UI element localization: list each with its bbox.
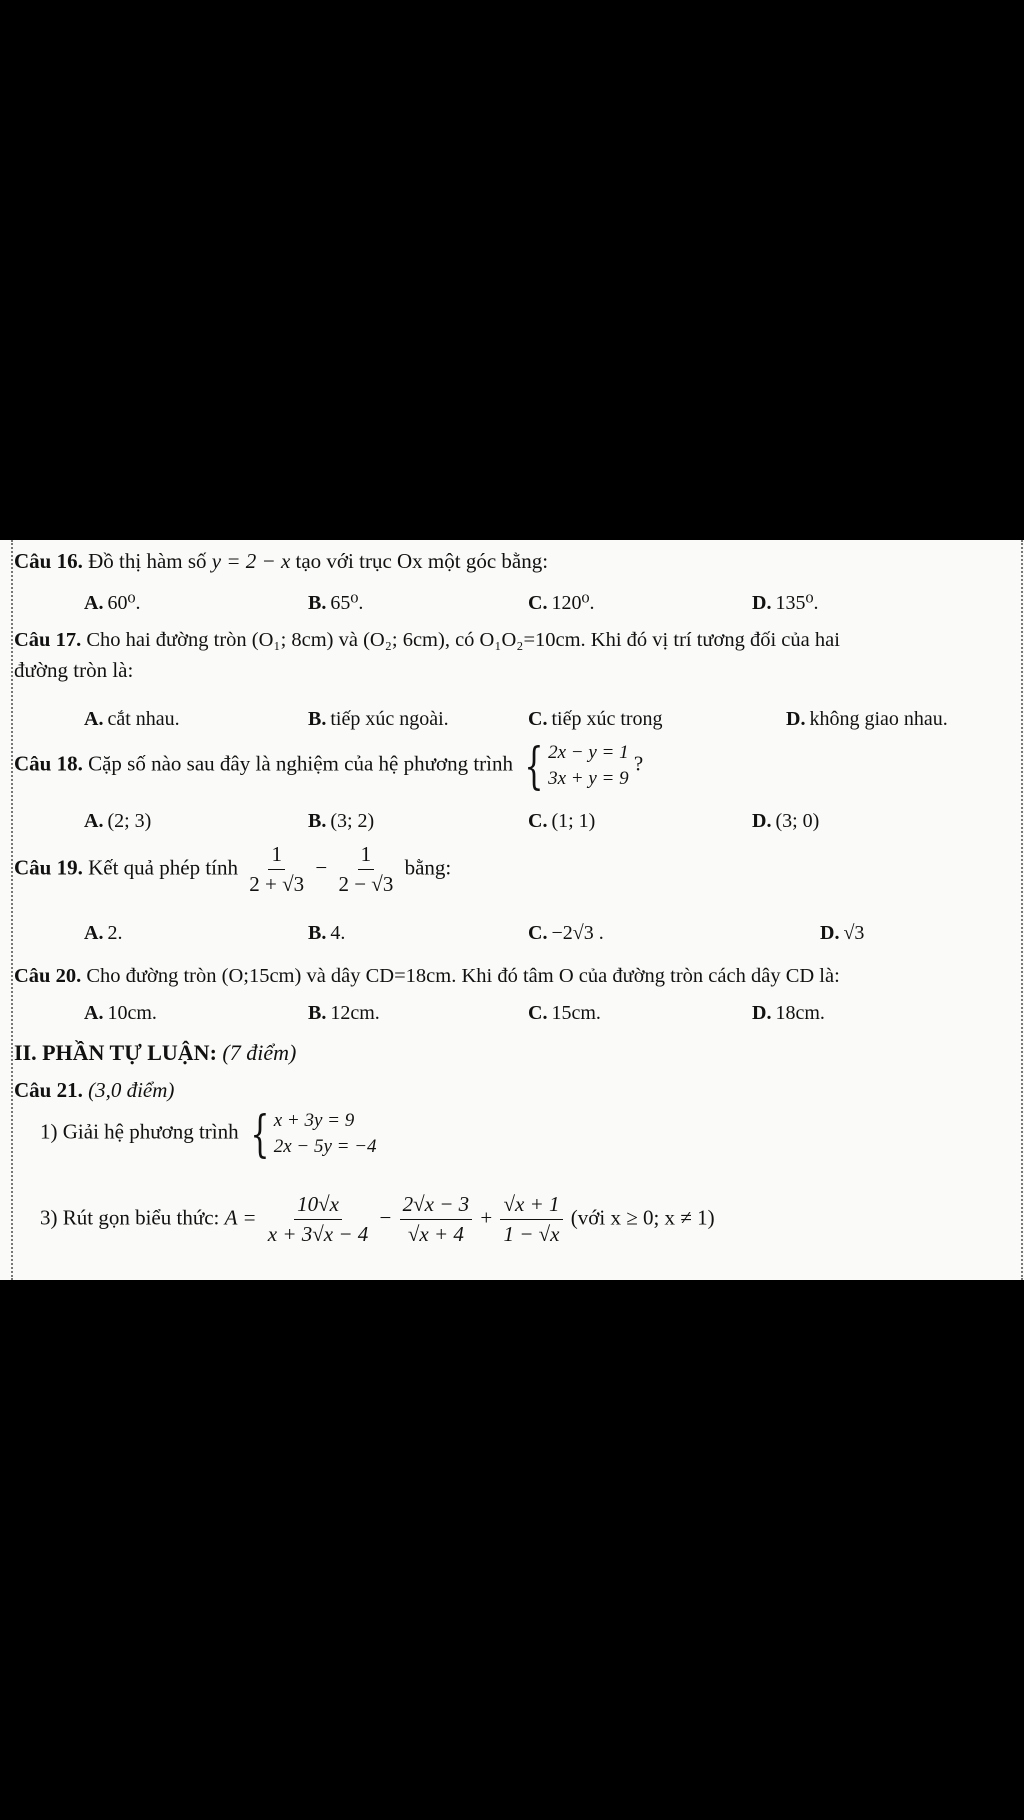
- q16-option-a: A. 60⁰.: [84, 592, 141, 614]
- document-page: [0, 540, 1024, 1280]
- q18-option-c: C. (1; 1): [528, 810, 596, 832]
- q21-term-2: $\frac{2√x - 3}{√x + 4}$: [400, 1192, 473, 1247]
- q18-option-a: A. (2; 3): [84, 810, 152, 832]
- left-dotted-border: [11, 540, 13, 1280]
- q21-eq1: x + 3y = 9: [273, 1110, 355, 1131]
- question-20: [14, 964, 840, 989]
- q16-option-c: C. 120⁰.: [528, 592, 595, 614]
- q21-item1-text: 1) Giải hệ phương trình: [40, 1119, 239, 1144]
- q21-condition: (với x ≥ 0; x ≠ 1): [570, 1205, 715, 1230]
- q21-system: [244, 1104, 377, 1163]
- q20-option-b: B. 12cm.: [308, 1002, 380, 1024]
- right-dotted-border: [1021, 540, 1023, 1280]
- q19-minus: −: [315, 855, 328, 880]
- q20-option-d: D. 18cm.: [752, 1002, 825, 1024]
- q21-item3-text: 3) Rút gọn biểu thức:: [40, 1205, 220, 1230]
- q16-label: Câu 16.: [14, 549, 83, 573]
- q17-line2: đường tròn là:: [14, 658, 134, 682]
- q17-option-a: A. cắt nhau.: [84, 708, 180, 730]
- q19-option-c: C. −2√3 .: [528, 922, 604, 944]
- q21-item-1: [40, 1104, 377, 1163]
- q18-system: [518, 736, 629, 795]
- part-2-heading: [14, 1040, 296, 1066]
- q17-line1: Cho hai đường tròn (O₁; 8cm) và (O₂; 6cm), có O₁O₂=10cm. Khi đó vị trí tương đối của hai: [86, 629, 840, 651]
- q19-option-a: A. 2.: [84, 922, 123, 944]
- brace-icon: {: [524, 736, 544, 795]
- q21-lhs: A =: [224, 1205, 257, 1230]
- q16-option-d: D. 135⁰.: [752, 592, 819, 614]
- q17-option-b: B. tiếp xúc ngoài.: [308, 708, 449, 730]
- q18-tail: ?: [633, 751, 644, 776]
- q19-label: Câu 19.: [14, 855, 83, 880]
- q19-fraction-2: $\frac{1}{2 - √3}$: [338, 842, 394, 897]
- brace-icon: {: [250, 1104, 270, 1163]
- q21-term-1: $\frac{10√x}{x + 3√x - 4}$: [267, 1192, 369, 1247]
- q21-label: Câu 21.: [14, 1078, 83, 1102]
- q20-option-a: A. 10cm.: [84, 1002, 157, 1024]
- q21-op1: −: [379, 1205, 392, 1230]
- q20-option-c: C. 15cm.: [528, 1002, 601, 1024]
- q19-tail: bằng:: [404, 855, 452, 880]
- q18-eq1: 2x − y = 1: [548, 742, 629, 763]
- q18-option-d: D. (3; 0): [752, 810, 820, 832]
- q17-option-d: D. không giao nhau.: [786, 708, 948, 730]
- q20-text: Cho đường tròn (O;15cm) và dây CD=18cm. Khi đó tâm O của đường tròn cách dây CD là:: [86, 965, 840, 987]
- q21-term-3: $\frac{√x + 1}{1 - √x}$: [500, 1192, 562, 1247]
- q16-text-a: Đồ thị hàm số: [88, 549, 207, 573]
- q18-label: Câu 18.: [14, 751, 83, 776]
- question-21: [14, 1078, 174, 1103]
- q18-text: Cặp số nào sau đây là nghiệm của hệ phương trình: [88, 751, 514, 776]
- q19-option-b: B. 4.: [308, 922, 346, 944]
- q19-fraction-1: $\frac{1}{2 + √3}$: [249, 842, 305, 897]
- q21-item-3: [40, 1192, 715, 1247]
- q21-op2: +: [480, 1205, 493, 1230]
- q19-option-d: D. √3: [820, 922, 865, 944]
- question-16: [14, 549, 548, 574]
- q17-label: Câu 17.: [14, 629, 82, 651]
- q17-option-c: C. tiếp xúc trong: [528, 708, 663, 730]
- q20-label: Câu 20.: [14, 965, 82, 987]
- q18-eq2: 3x + y = 9: [548, 767, 629, 789]
- question-17: [14, 628, 840, 653]
- q21-points: (3,0 điểm): [88, 1078, 175, 1102]
- question-18: [14, 736, 644, 795]
- q21-eq2: 2x − 5y = −4: [273, 1135, 377, 1157]
- part-2-points: (7 điểm): [222, 1040, 297, 1065]
- part-2-title: II. PHẦN TỰ LUẬN:: [14, 1040, 217, 1065]
- q19-text: Kết quả phép tính: [88, 855, 238, 880]
- question-19: [14, 842, 451, 897]
- q18-option-b: B. (3; 2): [308, 810, 375, 832]
- q16-formula: y = 2 − x: [211, 549, 291, 573]
- q16-option-b: B. 65⁰.: [308, 592, 364, 614]
- q16-text-b: tạo với trục Ox một góc bằng:: [295, 549, 549, 573]
